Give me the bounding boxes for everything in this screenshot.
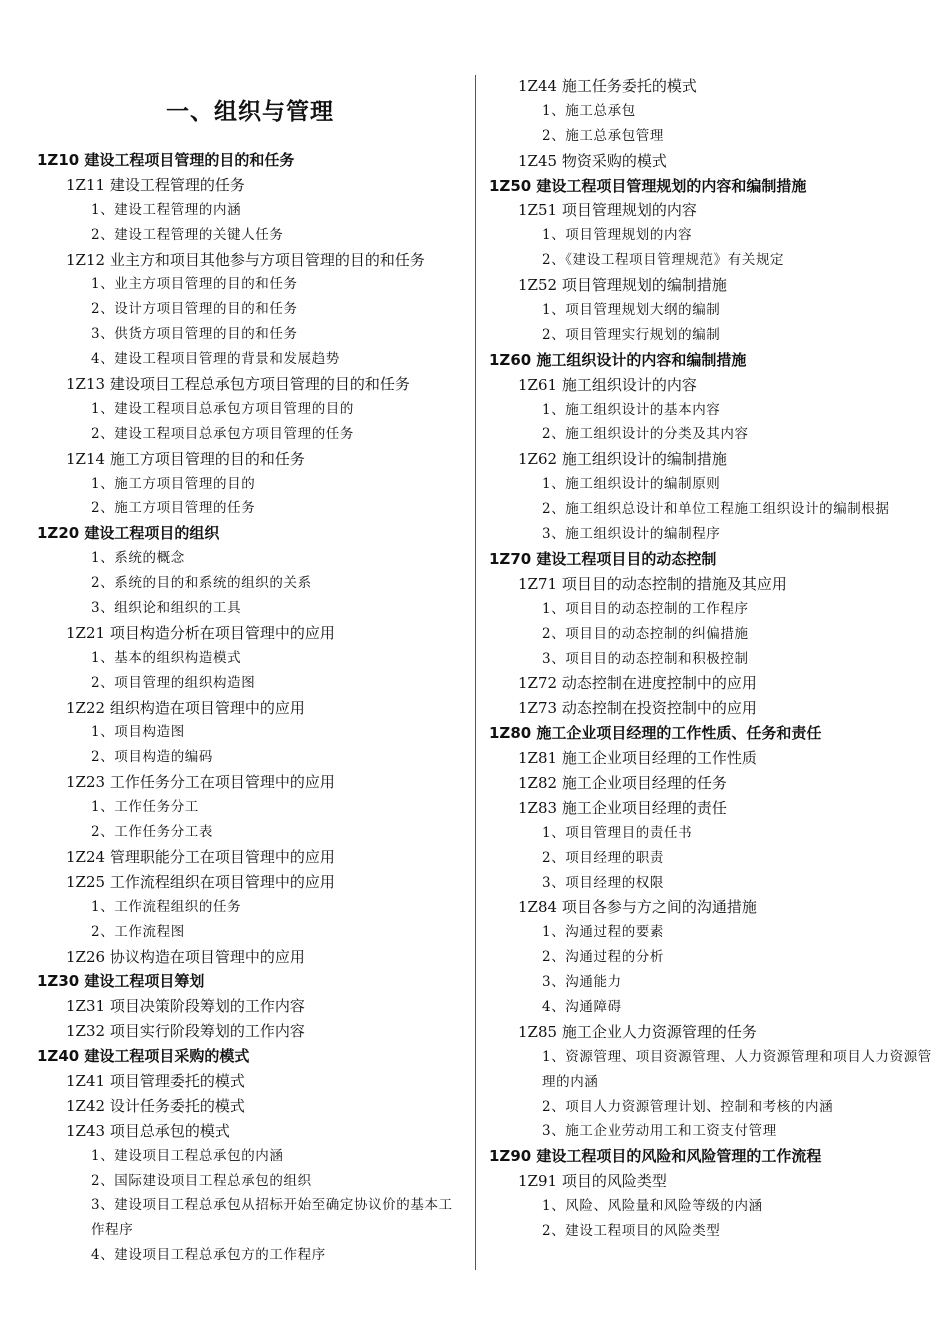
subsection-item: 1Z45 物资采购的模式: [518, 151, 667, 170]
subsection-item: 1Z32 项目实行阶段筹划的工作内容: [66, 1022, 305, 1041]
outline-point: 1、风险、风险量和风险等级的内涵: [542, 1198, 763, 1215]
subsection-item: 1Z23 工作任务分工在项目管理中的应用: [66, 773, 335, 792]
outline-point: 1、施工方项目管理的目的: [91, 475, 256, 492]
outline-point: 2、项目经理的职责: [542, 849, 664, 866]
outline-point: 1、沟通过程的要素: [542, 924, 664, 941]
outline-point: 2、项目人力资源管理计划、控制和考核的内涵: [542, 1098, 834, 1115]
outline-point: 4、建设项目工程总承包方的工作程序: [91, 1247, 326, 1264]
subsection-item: 1Z81 施工企业项目经理的工作性质: [518, 749, 757, 768]
subsection-item: 1Z62 施工组织设计的编制措施: [518, 450, 727, 469]
subsection-item: 1Z41 项目管理委托的模式: [66, 1071, 245, 1090]
outline-point: 3、项目目的动态控制和积极控制: [542, 650, 749, 667]
outline-point: 2、建设工程项目总承包方项目管理的任务: [91, 425, 354, 442]
outline-point: 3、沟通能力: [542, 974, 622, 991]
section-heading: 1Z80 施工企业项目经理的工作性质、任务和责任: [489, 724, 822, 743]
outline-point: 1、业主方项目管理的目的和任务: [91, 276, 298, 293]
outline-point: 2、施工总承包管理: [542, 127, 664, 144]
outline-point: 3、施工组织设计的编制程序: [542, 526, 721, 543]
outline-point: 4、沟通障碍: [542, 998, 622, 1015]
section-heading: 1Z10 建设工程项目管理的目的和任务: [37, 151, 295, 169]
outline-list-left: [0, 148, 475, 1268]
outline-point: 1、资源管理、项目资源管理、人力资源管理和项目人力资源管理的内涵: [542, 1048, 932, 1090]
subsection-item: 1Z83 施工企业项目经理的责任: [518, 798, 727, 817]
outline-point: 1、建设工程项目总承包方项目管理的目的: [91, 400, 354, 417]
subsection-item: 1Z24 管理职能分工在项目管理中的应用: [66, 847, 335, 866]
section-heading: 1Z40 建设工程项目采购的模式: [37, 1047, 250, 1066]
outline-point: 1、项目构造图: [91, 724, 185, 741]
outline-point: 1、施工总承包: [542, 102, 636, 119]
outline-point: 1、项目目的动态控制的工作程序: [542, 600, 749, 617]
outline-point: 2、建设工程管理的关键人任务: [91, 226, 284, 243]
subsection-item: 1Z14 施工方项目管理的目的和任务: [66, 449, 305, 468]
subsection-item: 1Z51 项目管理规划的内容: [518, 201, 697, 220]
subsection-item: 1Z71 项目目的动态控制的措施及其应用: [518, 574, 787, 593]
section-heading: 1Z20 建设工程项目的组织: [37, 524, 220, 543]
outline-list-right: [478, 74, 950, 1244]
outline-point: 2、项目管理的组织构造图: [91, 674, 256, 691]
outline-point: 1、建设项目工程总承包的内涵: [91, 1147, 284, 1164]
outline-point: 1、项目管理目的责任书: [542, 824, 693, 841]
outline-point: 2、工作流程图: [91, 923, 185, 940]
outline-point: 2、项目目的动态控制的纠偏措施: [542, 625, 749, 642]
column-divider: [475, 75, 476, 1270]
subsection-item: 1Z84 项目各参与方之间的沟通措施: [518, 898, 757, 917]
subsection-item: 1Z31 项目决策阶段筹划的工作内容: [66, 997, 305, 1016]
outline-point: 2、设计方项目管理的目的和任务: [91, 301, 298, 318]
subsection-item: 1Z44 施工任务委托的模式: [518, 77, 697, 95]
outline-point: 1、工作流程组织的任务: [91, 898, 242, 915]
subsection-item: 1Z26 协议构造在项目管理中的应用: [66, 947, 305, 966]
subsection-item: 1Z85 施工企业人力资源管理的任务: [518, 1022, 757, 1041]
subsection-item: 1Z82 施工企业项目经理的任务: [518, 773, 727, 792]
outline-point: 2、系统的目的和系统的组织的关系: [91, 575, 312, 592]
outline-point: 3、建设项目工程总承包从招标开始至确定协议价的基本工作程序: [91, 1197, 453, 1239]
subsection-item: 1Z25 工作流程组织在项目管理中的应用: [66, 872, 335, 891]
outline-point: 3、项目经理的权限: [542, 874, 664, 891]
outline-point: 2、沟通过程的分析: [542, 949, 664, 966]
subsection-item: 1Z91 项目的风险类型: [518, 1172, 667, 1191]
outline-point: 1、建设工程管理的内涵: [91, 201, 242, 218]
subsection-item: 1Z11 建设工程管理的任务: [66, 175, 245, 194]
outline-point: 3、供货方项目管理的目的和任务: [91, 326, 298, 343]
outline-point: 1、施工组织设计的基本内容: [542, 401, 721, 418]
section-heading: 1Z70 建设工程项目目的动态控制: [489, 549, 717, 568]
outline-point: 1、工作任务分工: [91, 799, 199, 816]
outline-point: 1、施工组织设计的编制原则: [542, 476, 721, 493]
subsection-item: 1Z22 组织构造在项目管理中的应用: [66, 698, 305, 717]
section-heading: 1Z50 建设工程项目管理规划的内容和编制措施: [489, 176, 807, 195]
outline-point: 2、工作任务分工表: [91, 824, 213, 841]
section-heading: 1Z60 施工组织设计的内容和编制措施: [489, 350, 747, 369]
outline-point: 2、项目管理实行规划的编制: [542, 326, 721, 343]
subsection-item: 1Z13 建设项目工程总承包方项目管理的目的和任务: [66, 375, 410, 394]
subsection-item: 1Z42 设计任务委托的模式: [66, 1096, 245, 1115]
subsection-item: 1Z12 业主方和项目其他参与方项目管理的目的和任务: [66, 250, 425, 269]
subsection-item: 1Z61 施工组织设计的内容: [518, 375, 697, 394]
subsection-item: 1Z21 项目构造分析在项目管理中的应用: [66, 623, 335, 642]
outline-point: 2、建设工程项目的风险类型: [542, 1223, 721, 1240]
outline-point: 1、项目管理规划大纲的编制: [542, 302, 721, 319]
outline-point: 1、基本的组织构造模式: [91, 649, 242, 666]
outline-point: 4、建设工程项目管理的背景和发展趋势: [91, 351, 340, 368]
outline-point: 1、项目管理规划的内容: [542, 227, 693, 244]
subsection-item: 1Z43 项目总承包的模式: [66, 1121, 230, 1140]
outline-point: 3、组织论和组织的工具: [91, 600, 242, 617]
section-heading: 1Z30 建设工程项目筹划: [37, 972, 205, 991]
subsection-item: 1Z73 动态控制在投资控制中的应用: [518, 699, 757, 718]
outline-point: 2、施工组织设计的分类及其内容: [542, 426, 749, 443]
section-heading: 1Z90 建设工程项目的风险和风险管理的工作流程: [489, 1147, 822, 1166]
outline-point: 3、施工企业劳动用工和工资支付管理: [542, 1123, 777, 1140]
subsection-item: 1Z52 项目管理规划的编制措施: [518, 276, 727, 295]
outline-point: 2、施工方项目管理的任务: [91, 500, 256, 517]
outline-point: 2、项目构造的编码: [91, 749, 213, 766]
outline-point: 2、施工组织总设计和单位工程施工组织设计的编制根据: [542, 501, 890, 518]
outline-point: 2、《建设工程项目管理规范》有关规定: [542, 252, 785, 269]
subsection-item: 1Z72 动态控制在进度控制中的应用: [518, 674, 757, 693]
outline-point: 2、国际建设项目工程总承包的组织: [91, 1172, 312, 1189]
page-title: 一、组织与管理: [166, 99, 334, 125]
outline-point: 1、系统的概念: [91, 550, 185, 567]
